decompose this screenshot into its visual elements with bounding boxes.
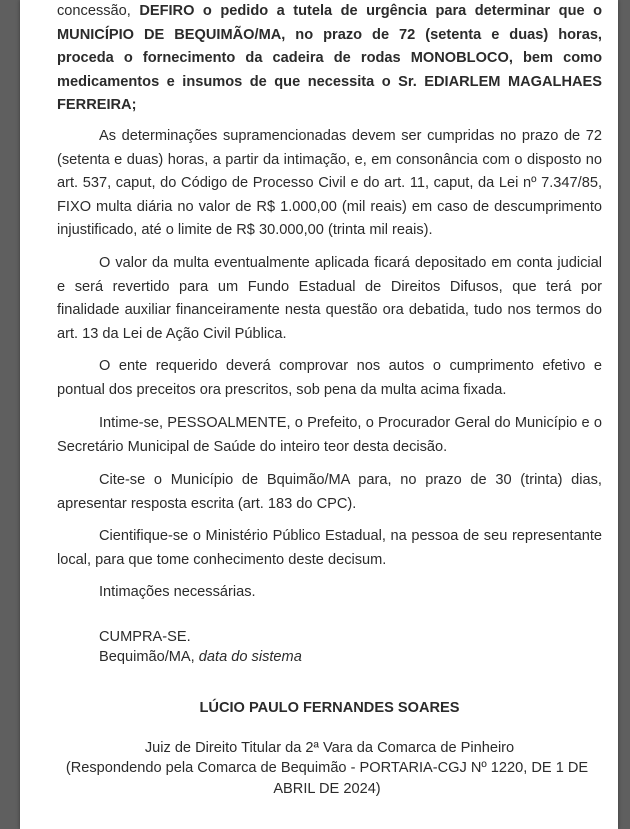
judge-name: LÚCIO PAULO FERNANDES SOARES	[199, 700, 460, 716]
place-text: Bequimão/MA,	[99, 649, 199, 665]
intimacoes-line: Intimações necessárias.	[99, 584, 256, 600]
document-page	[20, 0, 618, 829]
paragraph-dispositivo-lead: concessão,	[57, 3, 140, 19]
paragraph-dispositivo	[57, 0, 602, 118]
paragraph-comprovacao: O ente requerido deverá comprovar nos autos o cumprimento efetivo e pontual dos preceitos ora prescritos, sob pena da multa acima fixada.	[57, 358, 602, 398]
judge-role: Juiz de Direito Titular da 2ª Vara da Comarca de Pinheiro	[144, 740, 515, 756]
cumpra-se-line: CUMPRA-SE.	[99, 629, 191, 645]
judge-note: (Respondendo pela Comarca de Bequimão - PORTARIA-CGJ Nº 1220, DE 1 DE ABRIL DE 2024)	[65, 760, 589, 797]
place-date-line	[99, 646, 302, 670]
paragraph-intimacao: Intime-se, PESSOALMENTE, o Prefeito, o Procurador Geral do Município e o Secretário Municipal de Saúde do inteiro teor desta decisão.	[57, 415, 602, 455]
date-text: data do sistema	[198, 649, 302, 665]
paragraph-citacao: Cite-se o Município de Bquimão/MA para, no prazo de 30 (trinta) dias, apresentar resposta escrita (art. 183 do CPC).	[57, 472, 602, 512]
paragraph-dispositivo-bold: DEFIRO o pedido a tutela de urgência para determinar que o MUNICÍPIO DE BEQUIMÃO/MA, no prazo de 72 (setenta e duas) horas, proceda o fornecimento da cadeira de rodas MONOBLOCO, bem como medicamentos e insumos de que necessita o Sr. EDIARLEM MAGALHAES FERREIRA;	[57, 3, 602, 113]
paragraph-ministerio-publico: Cientifique-se o Ministério Público Estadual, na pessoa de seu representante local, para que tome conhecimento deste decisum.	[57, 528, 602, 568]
paragraph-determinacoes: As determinações supramencionadas devem ser cumpridas no prazo de 72 (setenta e duas) horas, a partir da intimação, e, em consonância com o disposto no art. 537, caput, do Código de Processo Civil e do art. 11, caput, da Lei nº 7.347/85, FIXO multa diária no valor de R$ 1.000,00 (mil reais) em caso de descumprimento injustificado, até o limite de R$ 30.000,00 (trinta mil reais).	[57, 128, 602, 238]
paragraph-multa: O valor da multa eventualmente aplicada ficará depositado em conta judicial e será revertido para um Fundo Estadual de Direitos Difusos, que terá por finalidade auxiliar financeiramente nesta questão ora debatida, tudo nos termos do art. 13 da Lei de Ação Civil Pública.	[57, 255, 602, 342]
